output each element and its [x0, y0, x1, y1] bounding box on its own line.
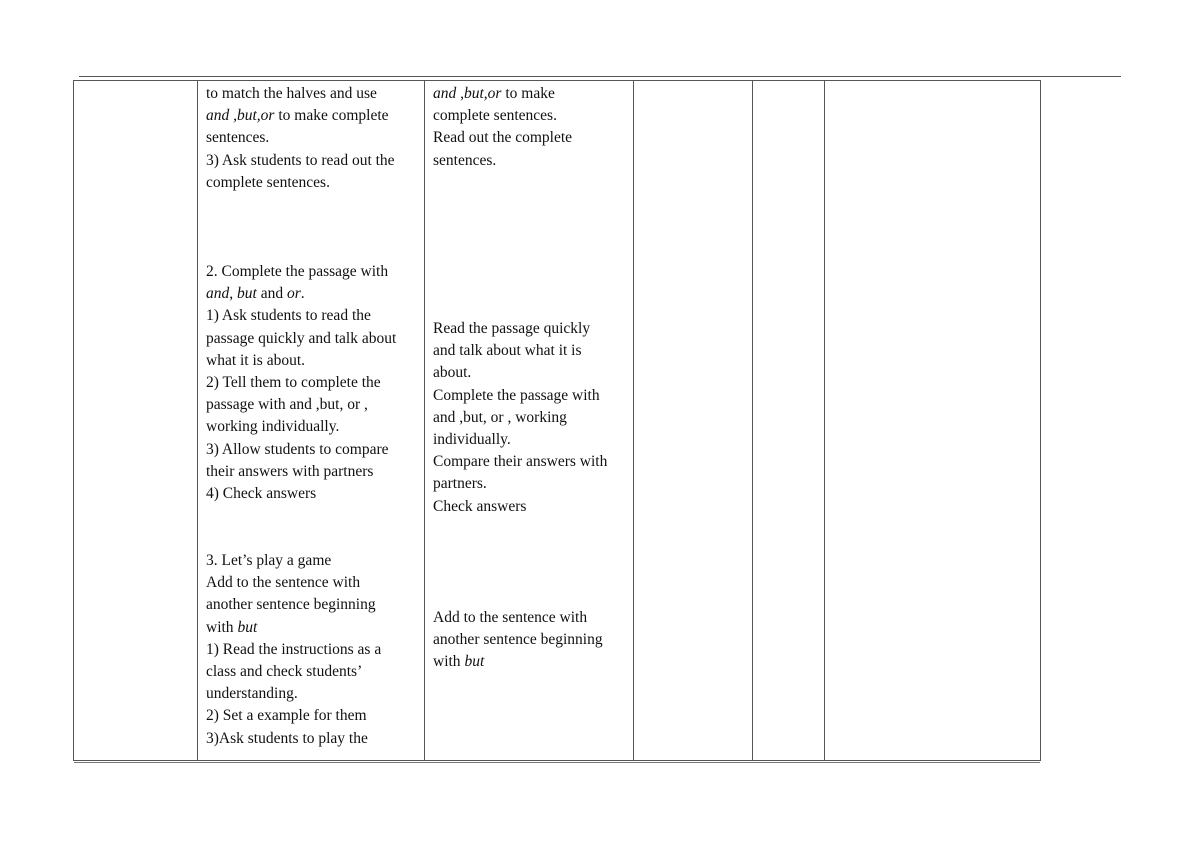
text-fragment: to make [501, 85, 555, 102]
text-line: 3) Ask students to read out the [206, 151, 395, 169]
text-line: Compare their answers with [433, 453, 608, 471]
header-rule [79, 76, 1121, 77]
text-line: their answers with partners [206, 462, 374, 480]
text-line: 2) Set a example for them [206, 707, 367, 725]
text-line: 3) Allow students to compare [206, 440, 389, 458]
text-line: about. [433, 364, 472, 382]
text-line: 1) Read the instructions as a [206, 640, 382, 658]
text-line: Check answers [433, 497, 527, 515]
column-student-activities [425, 81, 634, 760]
text-line: another sentence beginning [433, 631, 603, 649]
text-line [433, 651, 629, 673]
text-line: another sentence beginning [206, 596, 376, 614]
text-fragment: , [229, 285, 237, 303]
text-line: Read out the complete [433, 129, 573, 147]
teacher-step-1-continued [206, 83, 420, 194]
text-line: Add to the sentence with [206, 574, 361, 592]
text-line: sentences. [206, 129, 270, 147]
text-line [433, 83, 629, 105]
student-step-3 [433, 607, 629, 674]
text-line: individually. [433, 431, 511, 449]
text-line: Read the passage quickly [433, 320, 591, 337]
text-line: Complete the passage with [433, 386, 600, 404]
text-line [206, 283, 420, 305]
text-fragment: and [256, 285, 287, 303]
text-line: 1) Ask students to read the [206, 307, 371, 325]
text-fragment: to make complete [274, 107, 389, 125]
text-line: to match the halves and use [206, 85, 377, 102]
column-4 [634, 81, 753, 760]
lesson-plan-table [73, 80, 1041, 761]
italic-text: and [206, 285, 230, 303]
text-line: passage with and ,but, or , [206, 396, 368, 414]
column-teacher-activities [198, 81, 425, 760]
text-line: 3. Let’s play a game [206, 552, 332, 569]
student-step-2 [433, 318, 629, 518]
column-5 [753, 81, 825, 760]
text-fragment: with [433, 653, 465, 671]
text-line: 2. Complete the passage with [206, 263, 389, 280]
italic-text: and ,but,or [206, 107, 275, 125]
text-line [206, 105, 420, 127]
text-line: what it is about. [206, 351, 306, 369]
text-line: partners. [433, 475, 487, 493]
text-line: working individually. [206, 418, 340, 436]
italic-text: but [464, 653, 485, 671]
text-line: sentences. [433, 151, 497, 169]
column-stage [74, 81, 198, 760]
italic-text: but [237, 618, 258, 636]
italic-text: but [237, 285, 257, 303]
text-line: 3)Ask students to play the [206, 729, 368, 747]
teacher-step-3 [206, 550, 420, 750]
student-step-1-continued [433, 83, 629, 172]
italic-text: or [286, 285, 301, 303]
text-line: 2) Tell them to complete the [206, 374, 381, 392]
text-line: passage quickly and talk about [206, 329, 397, 347]
text-line: understanding. [206, 685, 298, 703]
text-line: and talk about what it is [433, 342, 582, 360]
text-line: complete sentences. [206, 173, 330, 191]
text-line: Add to the sentence with [433, 609, 588, 626]
text-line: and ,but, or , working [433, 408, 567, 426]
text-fragment: . [300, 285, 305, 303]
teacher-step-2 [206, 261, 420, 505]
text-line: 4) Check answers [206, 485, 317, 503]
text-line: complete sentences. [433, 107, 557, 125]
column-6 [825, 81, 1041, 760]
italic-text: and ,but,or [433, 85, 502, 102]
text-line: class and check students’ [206, 663, 363, 681]
text-fragment: with [206, 618, 238, 636]
text-line [206, 617, 420, 639]
